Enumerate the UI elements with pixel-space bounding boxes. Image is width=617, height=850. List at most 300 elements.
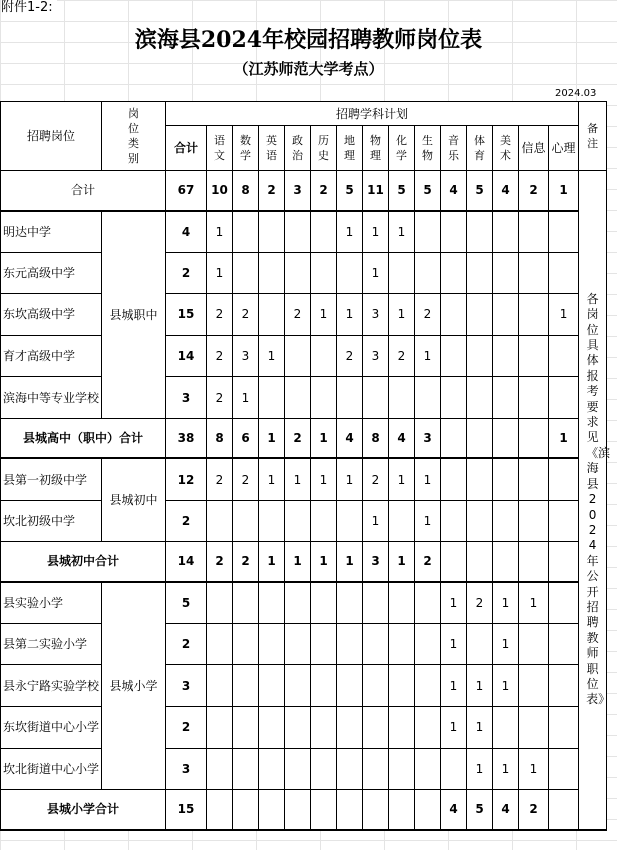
school-total: 2 (166, 706, 207, 748)
subject-count (285, 377, 311, 419)
subtotal-count (493, 542, 519, 582)
table-row (1, 418, 607, 458)
subtotal-count: 8 (363, 418, 389, 458)
school-total: 2 (166, 500, 207, 542)
subject-count (389, 377, 415, 419)
table-row (1, 458, 607, 500)
subject-count (549, 500, 579, 542)
table-row (1, 335, 607, 377)
school-total: 3 (166, 377, 207, 419)
page-subtitle: （江苏师范大学考点） (233, 60, 384, 78)
subject-count: 2 (207, 335, 233, 377)
school-name: 东坎高级中学 (1, 294, 102, 336)
header-remark-text: 备注 (587, 122, 599, 150)
subject-count (467, 294, 493, 336)
subject-count (311, 335, 337, 377)
subject-count: 2 (207, 377, 233, 419)
subtotal-label: 县城高中（职中）合计 (1, 418, 166, 458)
subject-count (549, 665, 579, 707)
subtotal-count (337, 790, 363, 830)
school-name: 育才高级中学 (1, 335, 102, 377)
attachment-label: 附件1-2: (1, 0, 57, 16)
subject-count (233, 748, 259, 790)
subject-count (519, 377, 549, 419)
subject-count (441, 500, 467, 542)
header-subject-text: 地理 (344, 134, 355, 162)
subject-count (467, 500, 493, 542)
header-subject-text: 生物 (422, 134, 433, 162)
school-name: 滨海中等专业学校 (1, 377, 102, 419)
subject-count (337, 748, 363, 790)
subject-count (285, 335, 311, 377)
subtotal-count: 4 (441, 790, 467, 830)
subtotal-count (311, 790, 337, 830)
subject-count (441, 748, 467, 790)
subject-count: 1 (467, 748, 493, 790)
subject-count (493, 500, 519, 542)
subtotal-label: 县城小学合计 (1, 790, 166, 830)
school-name: 县第二实验小学 (1, 623, 102, 665)
subtotal-count: 3 (415, 418, 441, 458)
subject-count: 1 (441, 706, 467, 748)
subject-count (337, 252, 363, 294)
subject-count: 1 (415, 500, 441, 542)
subtotal-count (207, 790, 233, 830)
subject-count: 1 (233, 377, 259, 419)
school-name: 县第一初级中学 (1, 458, 102, 500)
subtotal-count (549, 790, 579, 830)
school-name: 明达中学 (1, 211, 102, 253)
subtotal-count (441, 418, 467, 458)
header-subject (207, 126, 233, 171)
subject-count (549, 748, 579, 790)
subject-count (337, 623, 363, 665)
subject-count (285, 211, 311, 253)
subtotal-count: 2 (519, 790, 549, 830)
subject-count (311, 377, 337, 419)
subject-count (415, 211, 441, 253)
subject-count (519, 294, 549, 336)
school-name: 东元高级中学 (1, 252, 102, 294)
subject-count: 2 (363, 458, 389, 500)
subtotal-count (519, 542, 549, 582)
subject-count: 1 (467, 665, 493, 707)
subject-count (233, 211, 259, 253)
table-row (1, 102, 607, 126)
header-subject-text: 物理 (370, 134, 381, 162)
subject-count: 2 (233, 458, 259, 500)
table-row (1, 623, 607, 665)
subtotal-count (285, 790, 311, 830)
subject-count (207, 665, 233, 707)
subject-count (415, 582, 441, 624)
header-subject (363, 126, 389, 171)
header-subject (389, 126, 415, 171)
subtotal-count (493, 418, 519, 458)
subject-count (285, 623, 311, 665)
subject-count (233, 582, 259, 624)
subtotal-count: 5 (467, 790, 493, 830)
school-name: 县实验小学 (1, 582, 102, 624)
subject-count (519, 335, 549, 377)
subject-count (493, 377, 519, 419)
subject-count: 1 (207, 211, 233, 253)
subject-count: 2 (415, 294, 441, 336)
subject-count (493, 335, 519, 377)
subtotal-total: 38 (166, 418, 207, 458)
subject-count: 1 (363, 211, 389, 253)
subject-count: 3 (363, 335, 389, 377)
subject-count: 2 (337, 335, 363, 377)
grand-total-cell: 2 (311, 171, 337, 211)
school-name: 东坎街道中心小学 (1, 706, 102, 748)
table-row (1, 582, 607, 624)
table-row (1, 748, 607, 790)
subtotal-count: 8 (207, 418, 233, 458)
header-plan: 招聘学科计划 (166, 102, 579, 126)
subject-count (493, 294, 519, 336)
subject-count (337, 665, 363, 707)
subtotal-count: 2 (233, 542, 259, 582)
subject-count: 1 (519, 748, 549, 790)
subject-count: 1 (207, 252, 233, 294)
subtotal-count: 1 (389, 542, 415, 582)
subject-count (441, 335, 467, 377)
subject-count (363, 582, 389, 624)
grand-total-value: 67 (166, 171, 207, 211)
school-total: 12 (166, 458, 207, 500)
subtotal-count (441, 542, 467, 582)
subject-count (389, 500, 415, 542)
subject-count: 3 (233, 335, 259, 377)
subject-count (549, 335, 579, 377)
subject-count (311, 665, 337, 707)
header-subject (467, 126, 493, 171)
subject-count (549, 211, 579, 253)
subject-count (549, 377, 579, 419)
subject-count (467, 458, 493, 500)
subject-count: 1 (549, 294, 579, 336)
subject-count (389, 706, 415, 748)
school-name: 坎北街道中心小学 (1, 748, 102, 790)
grand-total-cell: 1 (549, 171, 579, 211)
subtotal-count: 2 (415, 542, 441, 582)
subject-count: 1 (311, 294, 337, 336)
grand-total-cell: 10 (207, 171, 233, 211)
subject-count (337, 377, 363, 419)
subject-count (311, 500, 337, 542)
subject-count (207, 706, 233, 748)
subject-count (337, 500, 363, 542)
subject-count (363, 623, 389, 665)
subject-count (549, 706, 579, 748)
subject-count (207, 500, 233, 542)
subject-count: 1 (519, 582, 549, 624)
subtotal-count (415, 790, 441, 830)
subject-count (259, 377, 285, 419)
subject-count: 1 (259, 458, 285, 500)
subject-count (415, 377, 441, 419)
subject-count: 1 (363, 252, 389, 294)
header-subject (311, 126, 337, 171)
table-row (1, 665, 607, 707)
subtotal-label: 县城初中合计 (1, 542, 166, 582)
subject-count (389, 252, 415, 294)
header-subject-text: 体育 (474, 134, 485, 162)
subject-count (441, 252, 467, 294)
category-cell: 县城初中 (102, 458, 166, 541)
subtotal-total: 14 (166, 542, 207, 582)
date-label: 2024.03 (555, 88, 597, 99)
subject-count: 1 (285, 458, 311, 500)
subtotal-count: 3 (363, 542, 389, 582)
subject-count: 1 (389, 294, 415, 336)
subject-count (519, 458, 549, 500)
school-total: 2 (166, 623, 207, 665)
subject-count (311, 582, 337, 624)
subject-count (549, 623, 579, 665)
subject-count (233, 665, 259, 707)
header-remark (579, 102, 607, 171)
subject-count (233, 252, 259, 294)
subject-count (207, 582, 233, 624)
subtotal-count: 4 (337, 418, 363, 458)
subject-count (259, 582, 285, 624)
grand-total-cell: 3 (285, 171, 311, 211)
subject-count (493, 458, 519, 500)
subject-count (415, 623, 441, 665)
page-title: 滨海县2024年校园招聘教师岗位表 (134, 27, 483, 53)
subject-count (493, 252, 519, 294)
table-row (1, 542, 607, 582)
school-total: 5 (166, 582, 207, 624)
header-subject-text: 数学 (240, 134, 251, 162)
subject-count (285, 500, 311, 542)
grand-total-cell: 5 (337, 171, 363, 211)
subject-count: 1 (493, 748, 519, 790)
subject-count (519, 623, 549, 665)
subject-count (467, 252, 493, 294)
subject-count (389, 582, 415, 624)
header-subject (415, 126, 441, 171)
subject-count (519, 665, 549, 707)
subtotal-count (519, 418, 549, 458)
grand-total-cell: 2 (259, 171, 285, 211)
subject-count (467, 211, 493, 253)
subject-count: 1 (389, 458, 415, 500)
subject-count (233, 706, 259, 748)
subject-count (363, 706, 389, 748)
subject-count (311, 623, 337, 665)
subject-count: 1 (441, 665, 467, 707)
subject-count: 1 (493, 665, 519, 707)
school-total: 14 (166, 335, 207, 377)
subject-count (549, 582, 579, 624)
subtotal-total: 15 (166, 790, 207, 830)
header-subject-text: 语文 (214, 134, 225, 162)
subtotal-count (363, 790, 389, 830)
subject-count (467, 623, 493, 665)
header-total: 合计 (166, 126, 207, 171)
subtotal-count (549, 542, 579, 582)
school-total: 15 (166, 294, 207, 336)
header-subject (441, 126, 467, 171)
subtotal-count: 1 (311, 542, 337, 582)
subject-count (549, 458, 579, 500)
grand-total-cell: 2 (519, 171, 549, 211)
subject-count (233, 623, 259, 665)
subtotal-count (389, 790, 415, 830)
subject-count (441, 294, 467, 336)
subject-count: 1 (493, 623, 519, 665)
subject-count (259, 665, 285, 707)
school-name: 坎北初级中学 (1, 500, 102, 542)
remark-cell-text: 各岗位具体报考要求见《滨海县2024年公开招聘教师职位表》 (586, 291, 611, 707)
subject-count (493, 211, 519, 253)
subject-count (259, 706, 285, 748)
category-cell: 县城小学 (102, 582, 166, 790)
subject-count (259, 623, 285, 665)
subject-count: 1 (441, 582, 467, 624)
subject-count (519, 211, 549, 253)
school-total: 3 (166, 665, 207, 707)
subject-count (337, 706, 363, 748)
subject-count (259, 500, 285, 542)
subject-count: 1 (363, 500, 389, 542)
grand-total-cell: 8 (233, 171, 259, 211)
subtotal-count: 1 (311, 418, 337, 458)
subject-count: 2 (467, 582, 493, 624)
subtotal-count: 6 (233, 418, 259, 458)
subject-count (389, 665, 415, 707)
subject-count: 2 (285, 294, 311, 336)
header-subject: 心理 (549, 126, 579, 171)
subject-count (519, 252, 549, 294)
subject-count: 2 (207, 294, 233, 336)
subject-count: 1 (337, 458, 363, 500)
subject-count (259, 294, 285, 336)
subject-count (363, 377, 389, 419)
subtotal-count: 1 (259, 418, 285, 458)
header-subject (233, 126, 259, 171)
subject-count (233, 500, 259, 542)
subject-count (415, 706, 441, 748)
grand-total-cell: 11 (363, 171, 389, 211)
grand-total-cell: 4 (493, 171, 519, 211)
subtotal-count (233, 790, 259, 830)
subject-count (285, 582, 311, 624)
school-total: 3 (166, 748, 207, 790)
school-name: 县永宁路实验学校 (1, 665, 102, 707)
grand-total-label: 合计 (1, 171, 166, 211)
subject-count (389, 623, 415, 665)
subtotal-count (467, 418, 493, 458)
subject-count (337, 582, 363, 624)
table-row (1, 377, 607, 419)
subject-count (519, 500, 549, 542)
subtotal-count: 1 (549, 418, 579, 458)
subject-count: 1 (415, 458, 441, 500)
subject-count (285, 706, 311, 748)
table-row (1, 706, 607, 748)
subject-count (467, 377, 493, 419)
subject-count: 1 (389, 211, 415, 253)
category-cell: 县城职中 (102, 211, 166, 419)
subject-count: 1 (337, 294, 363, 336)
subject-count: 1 (493, 582, 519, 624)
subject-count (311, 252, 337, 294)
grand-total-cell: 5 (415, 171, 441, 211)
school-total: 2 (166, 252, 207, 294)
header-subject (285, 126, 311, 171)
header-subject: 信息 (519, 126, 549, 171)
subject-count (441, 458, 467, 500)
subject-count: 2 (233, 294, 259, 336)
subject-count (415, 748, 441, 790)
subtotal-count (467, 542, 493, 582)
subtotal-count: 1 (337, 542, 363, 582)
subject-count (415, 665, 441, 707)
grand-total-cell: 5 (389, 171, 415, 211)
subject-count (285, 252, 311, 294)
subject-count: 3 (363, 294, 389, 336)
subject-count (441, 377, 467, 419)
remark-cell (579, 171, 611, 830)
header-subject-text: 历史 (318, 134, 329, 162)
subject-count (363, 748, 389, 790)
header-subject-text: 美术 (500, 134, 511, 162)
subtotal-count: 4 (389, 418, 415, 458)
header-category-text: 岗位类别 (128, 107, 139, 165)
subject-count (285, 665, 311, 707)
subject-count (549, 252, 579, 294)
subject-count (259, 252, 285, 294)
subject-count (441, 211, 467, 253)
subject-count (467, 335, 493, 377)
subject-count (285, 748, 311, 790)
header-subject-text: 音乐 (448, 134, 459, 162)
header-subject (493, 126, 519, 171)
subtotal-count: 2 (207, 542, 233, 582)
subject-count (207, 623, 233, 665)
subject-count (311, 211, 337, 253)
subtotal-count: 1 (285, 542, 311, 582)
table-row (1, 171, 607, 211)
header-subject (337, 126, 363, 171)
header-subject-text: 政治 (292, 134, 303, 162)
subject-count (311, 706, 337, 748)
grand-total-cell: 5 (467, 171, 493, 211)
subject-count: 1 (441, 623, 467, 665)
subject-count (519, 706, 549, 748)
table-row (1, 252, 607, 294)
subtotal-count: 4 (493, 790, 519, 830)
subject-count: 1 (415, 335, 441, 377)
subject-count (259, 748, 285, 790)
subject-count (311, 748, 337, 790)
school-total: 4 (166, 211, 207, 253)
subject-count (363, 665, 389, 707)
header-subject-text: 英语 (266, 134, 277, 162)
subtotal-count (259, 790, 285, 830)
subject-count: 2 (389, 335, 415, 377)
recruitment-table (0, 101, 611, 831)
table-row (1, 790, 607, 830)
subject-count: 1 (467, 706, 493, 748)
subject-count (415, 252, 441, 294)
subject-count (207, 748, 233, 790)
table-row (1, 211, 607, 253)
